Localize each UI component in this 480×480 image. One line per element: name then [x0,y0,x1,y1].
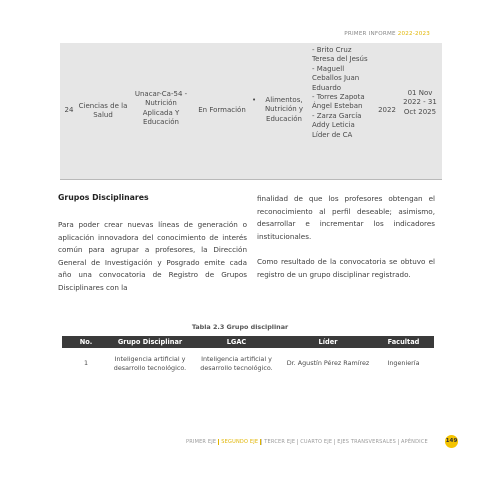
running-header [344,31,430,37]
miembro: - Maguell Ceballos Juan Eduardo [312,64,360,92]
row-grado: En Formación [198,106,246,114]
cell-grupo: Inteligencia artificial y desarrollo tecnológico. [113,355,187,372]
nav-tercer-eje[interactable]: TERCER EJE [261,439,297,445]
cell-lgac: Inteligencia artificial y desarrollo tecnológico. [200,355,273,372]
table-header [62,336,434,348]
miembro: - Torres Zapota Ángel Esteban [312,93,365,111]
cell-lider: Dr. Agustín Pérez Ramírez [286,359,370,368]
header-facultad: Facultad [387,338,420,346]
cell-facultad: Ingeniería [387,359,420,368]
header-grupo: Grupo Disciplinar [117,338,183,346]
lgac-bullet: • [252,96,257,104]
lgac-text: Alimentos, Nutrición y Educación [264,96,304,123]
previous-table-row [60,43,442,180]
left-paragraph: Para poder crear nuevas líneas de generación o aplicación innovadora del conocimiento de interés común para agrupar a profesores, la Dirección General de Investigación y Posgrado emite cada año una convocatoria de Registro de Grupos Disciplinares con la [58,220,247,292]
row-vigencia: 01 Nov 2022 - 31 Oct 2025 [403,89,437,116]
miembro: - Brito Cruz Teresa del Jesús [312,46,368,64]
section-title: Grupos Disciplinares [58,193,149,202]
footer-navigation [186,439,430,445]
header-no: No. [79,338,93,346]
row-area: Ciencias de la Salud [78,102,128,120]
nav-ejes-transversales[interactable]: EJES TRANSVERSALES [334,439,398,445]
table-caption: Tabla 2.3 Grupo disciplinar [191,323,289,331]
header-lgac: LGAC [226,338,247,346]
nav-primer-eje[interactable]: PRIMER EJE [186,439,217,445]
page-number: 149 [445,435,458,448]
row-anio: 2022 [378,106,396,114]
nav-segundo-eje[interactable]: SEGUNDO EJE [218,439,261,445]
table-row [62,348,434,376]
right-paragraph-1: finalidad de que los profesores obtengan el reconocimiento al perfil deseable; asimismo, desarrollar e incrementar los indicadores institucionales. [257,194,435,241]
row-miembros [312,46,374,140]
header-prefix: PRIMER INFORME [344,31,398,37]
left-column [58,193,247,295]
right-column [257,193,435,282]
row-registro: Unacar-Ca-54 - Nutrición Aplicada Y Educación [134,90,188,127]
cell-no: 1 [83,359,89,368]
header-lider: Líder [318,338,338,346]
group-table [62,336,434,376]
header-years: 2022-2023 [397,31,430,37]
miembro: - Zarza García Addy Leticia Líder de CA [312,111,362,139]
row-number: 24 [64,106,74,114]
nav-apendice[interactable]: APÉNDICE [398,439,430,445]
row-lgac [252,96,312,124]
right-paragraph-2: Como resultado de la convocatoria se obtuvo el registro de un grupo disciplinar registrado. [257,257,435,279]
nav-cuarto-eje[interactable]: CUARTO EJE [297,439,334,445]
